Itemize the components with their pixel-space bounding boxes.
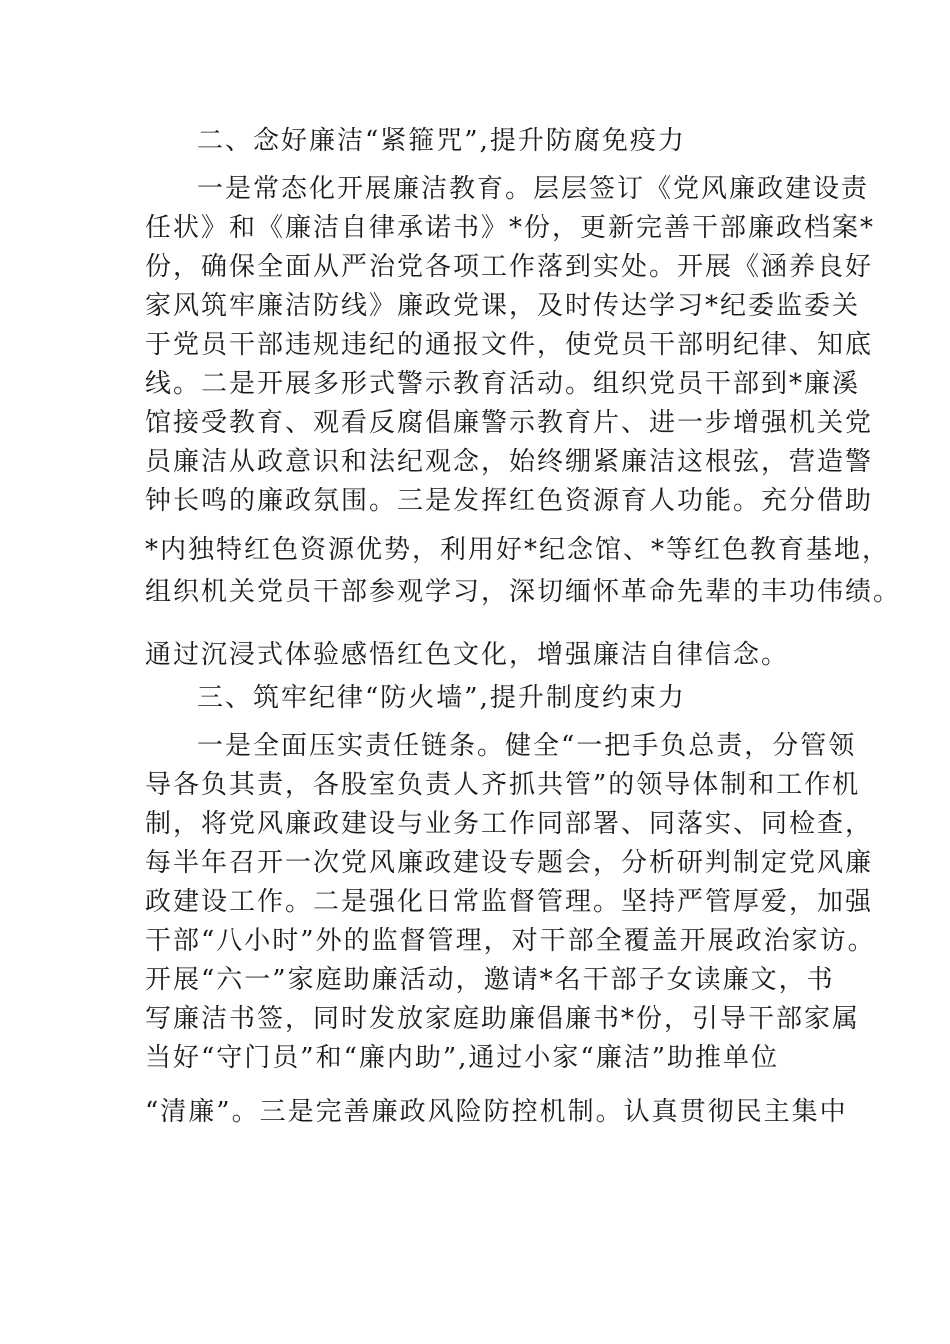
- paragraph-line: 馆接受教育、观看反腐倡廉警示教育片、进一步增强机关党: [145, 408, 874, 438]
- paragraph-line: 写廉洁书签，同时发放家庭助廉倡廉书*份，引导干部家属: [145, 1004, 861, 1034]
- paragraph-line: 导各负其责，各股室负责人齐抓共管”的领导体制和工作机: [145, 770, 861, 800]
- paragraph-line: 于党员干部违规违纪的通报文件，使党员干部明纪律、知底: [145, 330, 874, 360]
- paragraph-line: *内独特红色资源优势，利用好*纪念馆、*等红色教育基地，: [145, 535, 891, 565]
- paragraph-line: 一是常态化开展廉洁教育。层层签订《党风廉政建设责: [197, 174, 870, 204]
- paragraph-line: 开展“六一”家庭助廉活动，邀请*名干部子女读廉文，书: [145, 965, 835, 995]
- paragraph-line: 一是全面压实责任链条。健全“一把手负总责，分管领: [197, 731, 857, 761]
- paragraph-line: 份，确保全面从严治党各项工作落到实处。开展《涵养良好: [145, 252, 874, 282]
- paragraph-line: 线。二是开展多形式警示教育活动。组织党员干部到*廉溪: [145, 369, 861, 399]
- paragraph-line: 家风筑牢廉洁防线》廉政党课，及时传达学习*纪委监委关: [145, 291, 861, 321]
- paragraph-line: 任状》和《廉洁自律承诺书》*份，更新完善干部廉政档案*: [145, 213, 876, 243]
- paragraph-line: 干部“八小时”外的监督管理，对干部全覆盖开展政治家访。: [145, 926, 876, 956]
- paragraph-line: 每半年召开一次党风廉政建设专题会，分析研判制定党风廉: [145, 848, 874, 878]
- paragraph-line: 政建设工作。二是强化日常监督管理。坚持严管厚爱，加强: [145, 887, 874, 917]
- section-heading-2: 二、念好廉洁“紧箍咒”,提升防腐免疫力: [197, 126, 686, 156]
- paragraph-line: 员廉洁从政意识和法纪观念，始终绷紧廉洁这根弦，营造警: [145, 447, 874, 477]
- paragraph-line: 钟长鸣的廉政氛围。三是发挥红色资源育人功能。充分借助: [145, 486, 874, 516]
- paragraph-line: 通过沉浸式体验感悟红色文化，增强廉洁自律信念。: [145, 640, 790, 670]
- paragraph-line: 制，将党风廉政建设与业务工作同部署、同落实、同检查，: [145, 809, 874, 839]
- paragraph-line: 当好“守门员”和“廉内助”,通过小家“廉洁”助推单位: [145, 1043, 780, 1073]
- paragraph-line: “清廉”。三是完善廉政风险防控机制。认真贯彻民主集中: [145, 1097, 848, 1127]
- section-heading-3: 三、筑牢纪律“防火墙”,提升制度约束力: [197, 683, 686, 713]
- paragraph-line: 组织机关党员干部参观学习，深切缅怀革命先辈的丰功伟绩。: [145, 577, 902, 607]
